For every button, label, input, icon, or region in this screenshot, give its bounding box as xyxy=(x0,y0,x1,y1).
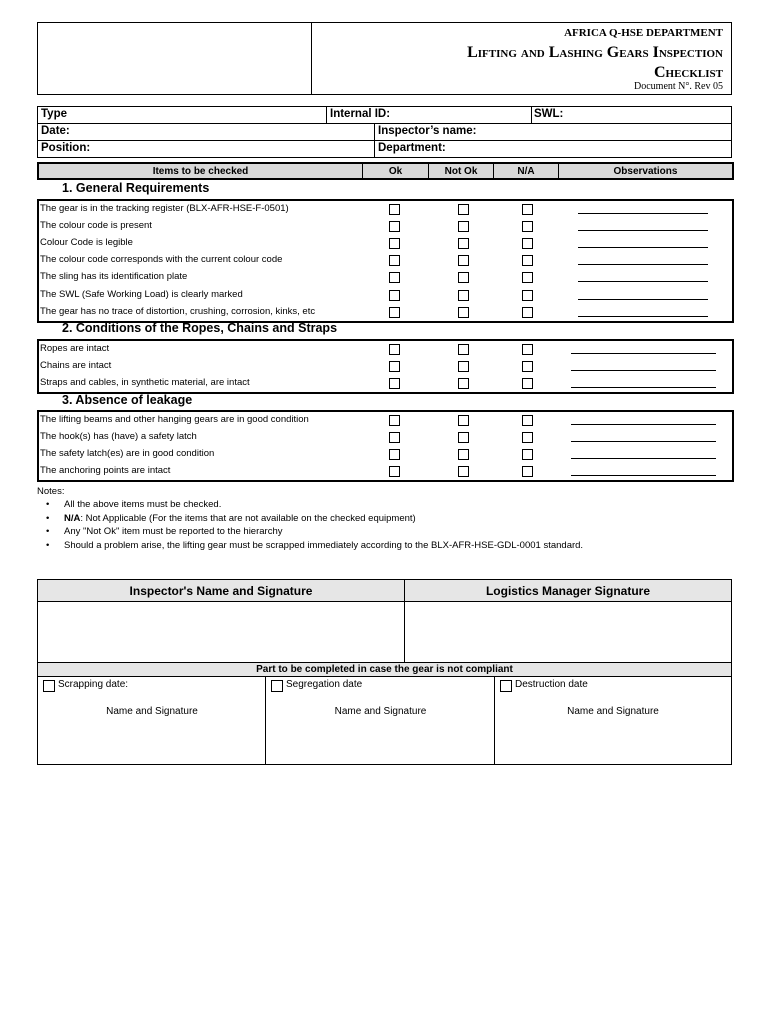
date-field[interactable]: Date: xyxy=(41,125,70,137)
checklist-item: The colour code is present xyxy=(40,220,152,232)
type-field[interactable]: Type xyxy=(41,108,67,120)
ok-checkbox[interactable] xyxy=(389,415,400,426)
inspector-name-field[interactable]: Inspector’s name: xyxy=(378,125,477,137)
segregation-checkbox[interactable] xyxy=(271,680,283,692)
not-ok-checkbox[interactable] xyxy=(458,307,469,318)
internal-id-field[interactable]: Internal ID: xyxy=(330,108,391,120)
na-checkbox[interactable] xyxy=(522,466,533,477)
observation-line[interactable] xyxy=(578,281,708,282)
observation-line[interactable] xyxy=(571,458,716,459)
observation-line[interactable] xyxy=(571,475,716,476)
ok-checkbox[interactable] xyxy=(389,307,400,318)
ok-checkbox[interactable] xyxy=(389,238,400,249)
department-field[interactable]: Department: xyxy=(378,142,446,154)
column-observations: Observations xyxy=(613,166,678,177)
ok-checkbox[interactable] xyxy=(389,221,400,232)
segregation-cell xyxy=(266,677,495,764)
notes-list xyxy=(37,498,737,552)
not-ok-checkbox[interactable] xyxy=(458,344,469,355)
scrapping-name-signature: Name and Signature xyxy=(106,706,198,717)
ok-checkbox[interactable] xyxy=(389,378,400,389)
info-table xyxy=(37,106,732,158)
observation-line[interactable] xyxy=(571,424,716,425)
document-reference: Document N°. Rev 05 xyxy=(634,81,723,92)
observation-line[interactable] xyxy=(578,213,708,214)
document-title xyxy=(467,43,723,83)
checklist-item: The sling has its identification plate xyxy=(40,271,188,283)
destruction-checkbox[interactable] xyxy=(500,680,512,692)
title-line-2: Checklist xyxy=(653,64,723,81)
destruction-cell xyxy=(495,677,731,764)
checklist-item: The safety latch(es) are in good condition xyxy=(40,448,215,460)
ok-checkbox[interactable] xyxy=(389,361,400,372)
checklist-item: Straps and cables, in synthetic material, are intact xyxy=(40,377,250,389)
noncompliant-header: Part to be completed in case the gear is not compliant xyxy=(38,662,731,677)
checklist-item: The SWL (Safe Working Load) is clearly marked xyxy=(40,288,243,300)
swl-field[interactable]: SWL: xyxy=(534,108,564,120)
checklist-item: The colour code corresponds with the current colour code xyxy=(40,254,283,266)
section-title: 1. General Requirements xyxy=(62,181,210,195)
na-checkbox[interactable] xyxy=(522,255,533,266)
observation-line[interactable] xyxy=(578,299,708,300)
na-checkbox[interactable] xyxy=(522,290,533,301)
inspector-signature-header: Inspector's Name and Signature xyxy=(38,580,405,602)
observation-line[interactable] xyxy=(578,264,708,265)
observation-line[interactable] xyxy=(571,370,716,371)
scrapping-date-label: Scrapping date: xyxy=(58,679,129,690)
ok-checkbox[interactable] xyxy=(389,255,400,266)
ok-checkbox[interactable] xyxy=(389,272,400,283)
na-checkbox[interactable] xyxy=(522,415,533,426)
column-ok: Ok xyxy=(363,164,429,178)
ok-checkbox[interactable] xyxy=(389,344,400,355)
department-name: AFRICA Q-HSE DEPARTMENT xyxy=(564,27,723,39)
notes-heading: Notes: xyxy=(37,486,65,497)
note-item: • Should a problem arise, the lifting gear must be scrapped immediately according to the BLX-AFR-HSE-GDL-0001 standard. xyxy=(37,539,737,553)
ok-checkbox[interactable] xyxy=(389,449,400,460)
ok-checkbox[interactable] xyxy=(389,290,400,301)
not-ok-checkbox[interactable] xyxy=(458,415,469,426)
notes-block xyxy=(37,485,737,552)
scrapping-cell xyxy=(38,677,266,764)
checklist-item: The hook(s) has (have) a safety latch xyxy=(40,431,197,443)
column-na: N/A xyxy=(494,164,559,178)
not-ok-checkbox[interactable] xyxy=(458,466,469,477)
na-checkbox[interactable] xyxy=(522,204,533,215)
na-checkbox[interactable] xyxy=(522,449,533,460)
position-field[interactable]: Position: xyxy=(41,142,91,154)
section-title: 2. Conditions of the Ropes, Chains and Straps xyxy=(62,321,338,335)
inspector-signature-box[interactable] xyxy=(38,602,405,662)
signature-block xyxy=(37,579,732,765)
section-title: 3. Absence of leakage xyxy=(62,393,193,407)
checklist-item: The lifting beams and other hanging gears are in good condition xyxy=(40,414,309,425)
checklist-item: Colour Code is legible xyxy=(40,237,133,249)
note-item: • Any "Not Ok" item must be reported to the hierarchy xyxy=(37,525,737,539)
title-line-1: Lifting and Lashing Gears Inspection xyxy=(467,44,723,61)
not-ok-checkbox[interactable] xyxy=(458,221,469,232)
ok-checkbox[interactable] xyxy=(389,466,400,477)
not-ok-checkbox[interactable] xyxy=(458,378,469,389)
not-ok-checkbox[interactable] xyxy=(458,204,469,215)
not-ok-checkbox[interactable] xyxy=(458,290,469,301)
na-checkbox[interactable] xyxy=(522,344,533,355)
logistics-signature-box[interactable] xyxy=(405,602,731,662)
not-ok-checkbox[interactable] xyxy=(458,361,469,372)
ok-checkbox[interactable] xyxy=(389,204,400,215)
ok-checkbox[interactable] xyxy=(389,432,400,443)
note-na-text: : Not Applicable (For the items that are not available on the checked equipment) xyxy=(80,512,416,524)
not-ok-checkbox[interactable] xyxy=(458,238,469,249)
na-checkbox[interactable] xyxy=(522,238,533,249)
column-items: Items to be checked xyxy=(39,164,363,178)
observation-line[interactable] xyxy=(571,387,716,388)
destruction-date-label: Destruction date xyxy=(515,679,588,690)
logistics-signature-header: Logistics Manager Signature xyxy=(405,580,731,602)
observation-line[interactable] xyxy=(571,353,716,354)
document-header xyxy=(37,22,732,95)
segregation-date-label: Segregation date xyxy=(286,679,363,690)
observation-line[interactable] xyxy=(578,247,708,248)
na-checkbox[interactable] xyxy=(522,272,533,283)
logo-placeholder xyxy=(38,23,312,94)
na-checkbox[interactable] xyxy=(522,432,533,443)
note-item xyxy=(37,512,737,526)
not-ok-checkbox[interactable] xyxy=(458,272,469,283)
checklist-item: The anchoring points are intact xyxy=(40,465,171,477)
na-checkbox[interactable] xyxy=(522,361,533,372)
observation-line[interactable] xyxy=(571,441,716,442)
checklist-item: The gear has no trace of distortion, crushing, corrosion, kinks, etc xyxy=(40,305,316,317)
not-ok-checkbox[interactable] xyxy=(458,449,469,460)
observation-line[interactable] xyxy=(578,230,708,231)
na-checkbox[interactable] xyxy=(522,378,533,389)
segregation-name-signature: Name and Signature xyxy=(334,706,427,717)
checklist-item: Ropes are intact xyxy=(40,343,110,354)
checklist-item: The gear is in the tracking register (BLX-AFR-HSE-F-0501) xyxy=(40,203,289,214)
note-na-term: N/A xyxy=(64,512,81,524)
observation-line[interactable] xyxy=(578,316,708,317)
scrapping-checkbox[interactable] xyxy=(43,680,55,692)
na-checkbox[interactable] xyxy=(522,221,533,232)
column-not-ok: Not Ok xyxy=(429,164,494,178)
checklist-item: Chains are intact xyxy=(40,360,112,372)
note-item: • All the above items must be checked. xyxy=(37,498,737,512)
not-ok-checkbox[interactable] xyxy=(458,255,469,266)
destruction-name-signature: Name and Signature xyxy=(567,706,659,717)
not-ok-checkbox[interactable] xyxy=(458,432,469,443)
checklist-column-header xyxy=(37,162,734,180)
na-checkbox[interactable] xyxy=(522,307,533,318)
